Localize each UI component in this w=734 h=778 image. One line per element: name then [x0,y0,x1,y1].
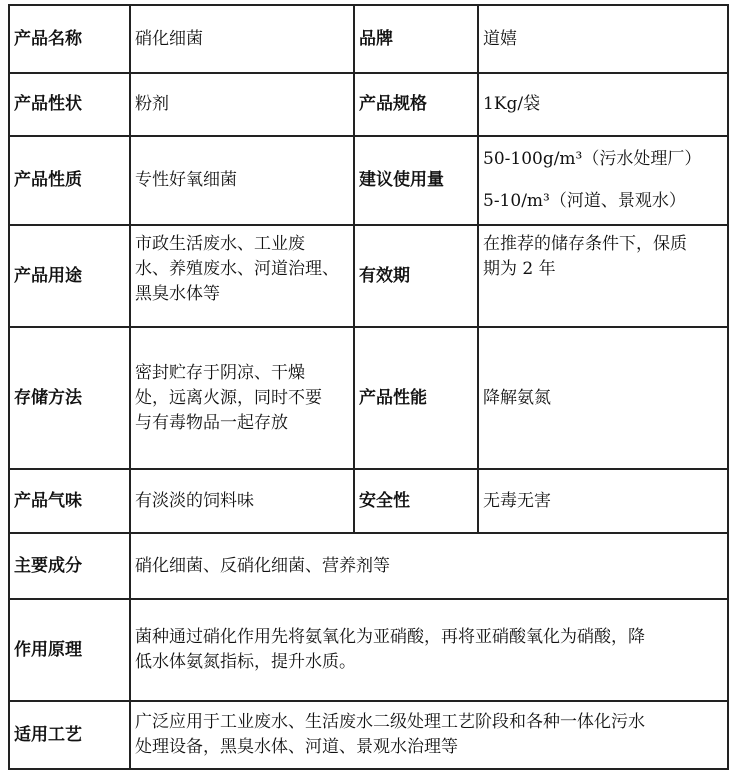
label-form: 产品性状 [9,73,130,136]
storage-line-2: 处，远离火源，同时不要 [135,387,322,408]
value-product-name: 硝化细菌 [130,5,354,73]
label-safety: 安全性 [354,469,478,533]
table-row-principle [9,599,728,701]
table-row-odor [9,469,728,533]
value-odor: 有淡淡的饲料味 [130,469,354,533]
usage-line-1: 市政生活废水、工业废 [135,234,305,254]
usage-line-2: 水、养殖废水、河道治理、 [135,259,339,279]
principle-line-2: 低水体氨氮指标，提升水质。 [135,652,356,672]
storage-line-3: 与有毒物品一起存放 [135,412,288,433]
label-storage: 存储方法 [9,327,130,469]
label-nature: 产品性质 [9,136,130,225]
label-product-name: 产品名称 [9,5,130,73]
process-line-2: 处理设备，黑臭水体、河道、景观水治理等 [135,737,458,757]
label-dosage: 建议使用量 [354,136,478,225]
value-principle [130,599,728,701]
table-row-usage [9,225,728,327]
product-spec-table [8,4,729,770]
value-brand: 道嬉 [478,5,728,73]
label-spec: 产品规格 [354,73,478,136]
value-dosage [478,136,728,225]
value-storage [130,327,354,469]
table-row-process [9,701,728,769]
value-spec: 1Kg/袋 [478,73,728,136]
label-process: 适用工艺 [9,701,130,769]
value-performance: 降解氨氮 [478,327,728,469]
dosage-line-1: 50-100g/m³（污水处理厂） [483,149,702,169]
label-usage: 产品用途 [9,225,130,327]
validity-line-1: 在推荐的储存条件下，保质 [483,234,687,254]
label-brand: 品牌 [354,5,478,73]
value-form: 粉剂 [130,73,354,136]
value-process [130,701,728,769]
label-odor: 产品气味 [9,469,130,533]
dosage-line-2: 5-10/m³（河道、景观水） [483,191,686,211]
table-row-ingredients [9,533,728,599]
usage-line-3: 黑臭水体等 [135,284,220,304]
table-row-product-name [9,5,728,73]
label-ingredients: 主要成分 [9,533,130,599]
label-validity: 有效期 [354,225,478,327]
storage-line-1: 密封贮存于阴凉、干燥 [135,362,305,383]
value-validity [478,225,728,327]
table-row-form [9,73,728,136]
table-row-storage [9,327,728,469]
table-row-nature [9,136,728,225]
value-nature: 专性好氧细菌 [130,136,354,225]
label-performance: 产品性能 [354,327,478,469]
value-ingredients [130,533,728,599]
validity-line-2: 期为 2 年 [483,259,556,279]
value-safety: 无毒无害 [478,469,728,533]
ingredients-line-1: 硝化细菌、反硝化细菌、营养剂等 [135,555,390,576]
label-principle: 作用原理 [9,599,130,701]
principle-line-1: 菌种通过硝化作用先将氨氧化为亚硝酸，再将亚硝酸氧化为硝酸，降 [135,627,645,647]
value-usage [130,225,354,327]
process-line-1: 广泛应用于工业废水、生活废水二级处理工艺阶段和各种一体化污水 [135,712,645,732]
